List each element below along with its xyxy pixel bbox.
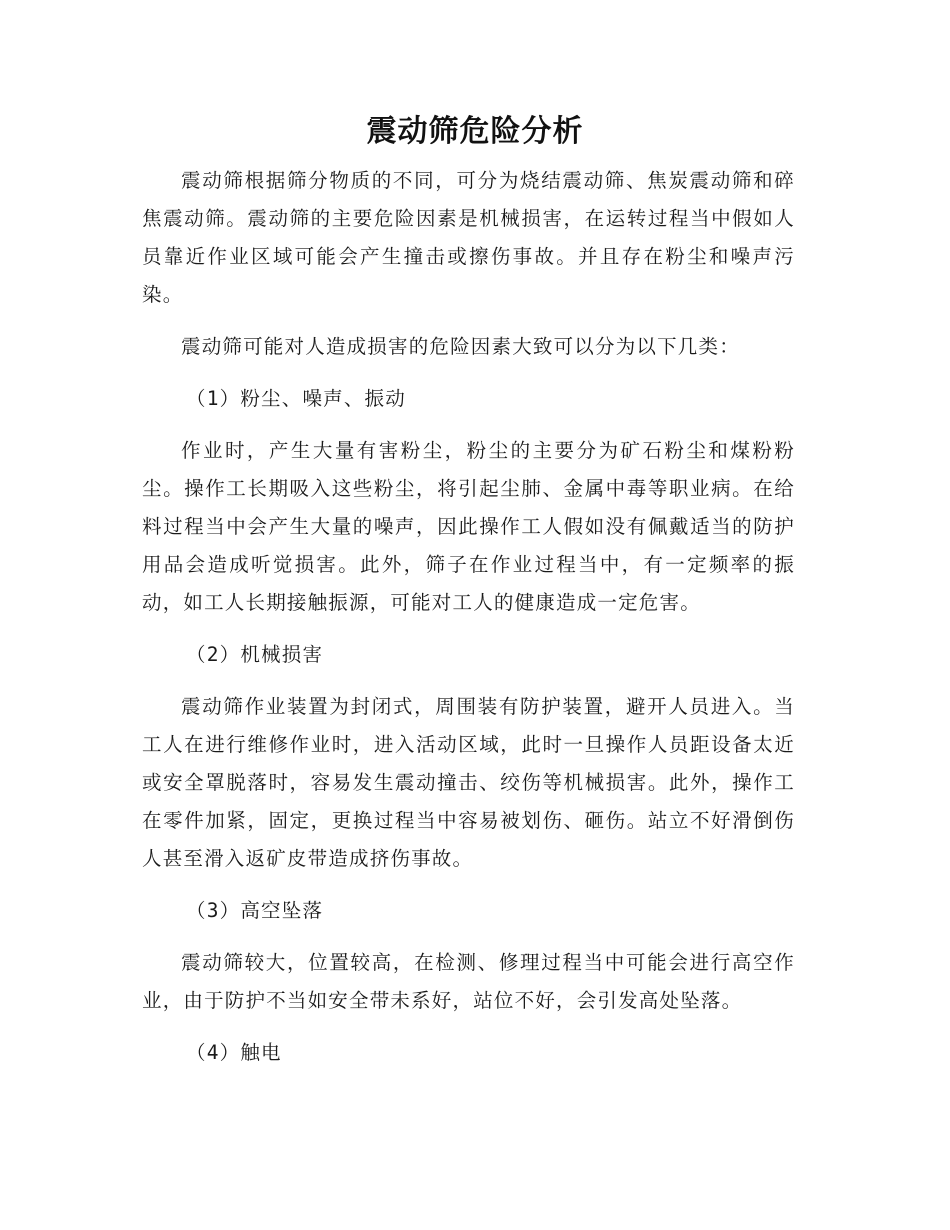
document-title: 震动筛危险分析 xyxy=(366,114,584,149)
intro-paragraph: 震动筛根据筛分物质的不同，可分为烧结震动筛、焦炭震动筛和碎焦震动筛。震动筛的主要危险因素是机械损害，在运转过程当中假如人员靠近作业区域可能会产生撞击或擦伤事故。并且存在粉尘和噪声污染。 xyxy=(142,169,795,306)
section-body-mechanical-damage: 震动筛作业装置为封闭式，周围装有防护装置，避开人员进入。当工人在进行维修作业时，进入活动区域，此时一旦操作人员距设备太近或安全罩脱落时，容易发生震动撞击、绞伤等机械损害。此外，操作工在零件加紧，固定，更换过程当中容易被划伤、砸伤。站立不好滑倒伤人甚至滑入返矿皮带造成挤伤事故。 xyxy=(142,695,795,870)
section-body-falling-from-height: 震动筛较大，位置较高，在检测、修理过程当中可能会进行高空作业，由于防护不当如安全带未系好，站位不好，会引发高处坠落。 xyxy=(142,951,795,1012)
section-heading-mechanical-damage: （2）机械损害 xyxy=(186,643,324,666)
section-heading-dust-noise-vibration: （1）粉尘、噪声、振动 xyxy=(186,387,406,410)
section-body-dust-noise-vibration: 作业时，产生大量有害粉尘，粉尘的主要分为矿石粉尘和煤粉粉尘。操作工长期吸入这些粉尘，将引起尘肺、金属中毒等职业病。在给料过程当中会产生大量的噪声，因此操作工人假如没有佩戴适当的防护用品会造成听觉损害。此外，筛子在作业过程当中，有一定频率的振动，如工人长期接触振源，可能对工人的健康造成一定危害。 xyxy=(142,439,795,614)
section-heading-electric-shock: （4）触电 xyxy=(186,1041,282,1064)
document-body xyxy=(142,162,795,1086)
section-heading-falling-from-height: （3）高空坠落 xyxy=(186,899,324,922)
categories-intro-paragraph: 震动筛可能对人造成损害的危险因素大致可以分为以下几类： xyxy=(181,335,740,358)
